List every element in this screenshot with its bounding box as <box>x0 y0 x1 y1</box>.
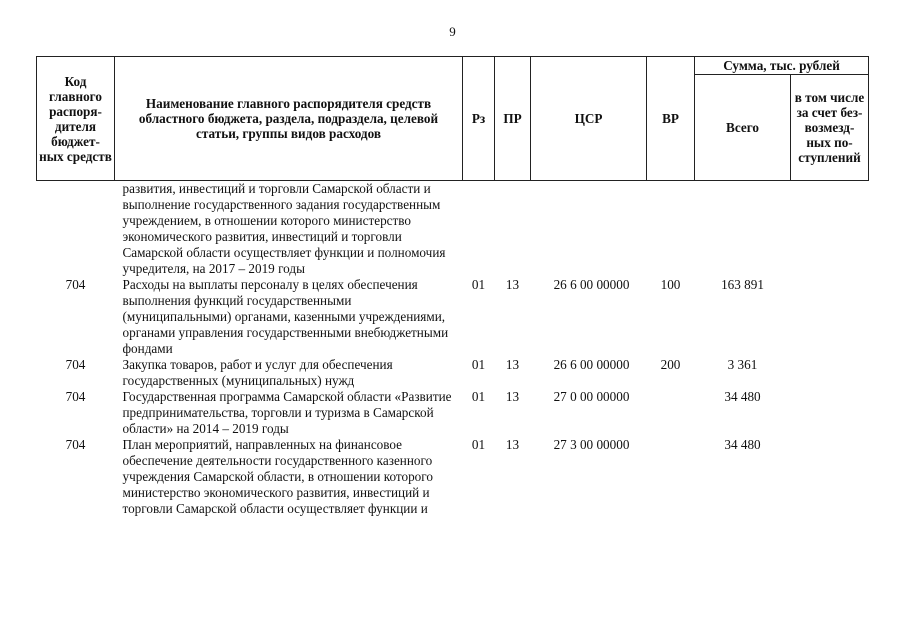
header-csr: ЦСР <box>531 57 647 181</box>
row-total: 34 480 <box>724 437 761 452</box>
row-total: 34 480 <box>724 389 761 404</box>
row-vr: 100 <box>660 277 681 292</box>
header-sum-group: Сумма, тыс. рублей <box>695 57 869 75</box>
row-gratuitous <box>791 181 869 278</box>
row-csr <box>531 181 647 278</box>
row-pr: 13 <box>505 277 520 292</box>
budget-table <box>36 56 869 517</box>
row-rz: 01 <box>471 437 486 452</box>
row-code <box>37 181 115 278</box>
row-rz <box>463 181 495 278</box>
row-name: Государственная программа Самарской области «Развитие предпринимательства, торговли и туризма в Самарской области» на 2014 – 2019 годы <box>122 389 452 436</box>
table-row <box>37 277 869 357</box>
row-code: 704 <box>65 277 86 292</box>
row-vr <box>647 437 695 517</box>
row-rz: 01 <box>471 357 486 372</box>
row-csr: 26 6 00 00000 <box>553 277 630 292</box>
table-row <box>37 181 869 278</box>
header-code: Код главного распоря-дителя бюджет-ных средств <box>37 57 115 181</box>
header-rz: Рз <box>463 57 495 181</box>
row-name: Закупка товаров, работ и услуг для обеспечения государственных (муниципальных) нужд <box>122 357 393 388</box>
header-vr: ВР <box>647 57 695 181</box>
row-total: 3 361 <box>727 357 758 372</box>
row-csr: 27 3 00 00000 <box>553 437 630 452</box>
row-pr <box>495 181 531 278</box>
row-name: План мероприятий, направленных на финансовое обеспечение деятельности государственного казенного учреждения Самарской области, в отношении которого министерство экономического развития, инвестиций и торговли Самарской области осуществляет функции и <box>122 437 433 516</box>
row-gratuitous <box>791 357 869 389</box>
row-rz: 01 <box>471 389 486 404</box>
table-header <box>37 57 869 181</box>
row-pr: 13 <box>505 389 520 404</box>
header-name: Наименование главного распорядителя средств областного бюджета, раздела, подраздела, целевой статьи, группы видов расходов <box>115 57 463 181</box>
row-gratuitous <box>791 277 869 357</box>
row-pr: 13 <box>505 437 520 452</box>
header-sum-gratuitous: в том числе за счет без-возмезд-ных по-ступлений <box>791 75 869 181</box>
row-name: Расходы на выплаты персоналу в целях обеспечения выполнения функций государственными (муниципальными) органами, казенными учреждениями, органами управления государственными внебюджетными фондами <box>122 277 449 356</box>
row-name: развития, инвестиций и торговли Самарской области и выполнение государственного задания государственным учреждением, в отношении которого министерство экономического развития, инвестиций и торговли Самарской области осуществляет функции и полномочия учредителя, на 2017 – 2019 годы <box>122 181 446 276</box>
row-vr <box>647 389 695 437</box>
row-vr <box>647 181 695 278</box>
page-number: 9 <box>449 24 456 39</box>
row-total: 163 891 <box>721 277 764 292</box>
table-body <box>37 181 869 518</box>
header-sum-total: Всего <box>695 75 791 181</box>
row-code: 704 <box>65 437 86 452</box>
row-code: 704 <box>65 389 86 404</box>
row-code: 704 <box>65 357 86 372</box>
row-pr: 13 <box>505 357 520 372</box>
row-csr: 26 6 00 00000 <box>553 357 630 372</box>
row-total <box>695 181 791 278</box>
table-row <box>37 437 869 517</box>
row-csr: 27 0 00 00000 <box>553 389 630 404</box>
header-pr: ПР <box>495 57 531 181</box>
row-vr: 200 <box>660 357 681 372</box>
row-gratuitous <box>791 389 869 437</box>
row-rz: 01 <box>471 277 486 292</box>
table-row <box>37 389 869 437</box>
table-row <box>37 357 869 389</box>
row-gratuitous <box>791 437 869 517</box>
